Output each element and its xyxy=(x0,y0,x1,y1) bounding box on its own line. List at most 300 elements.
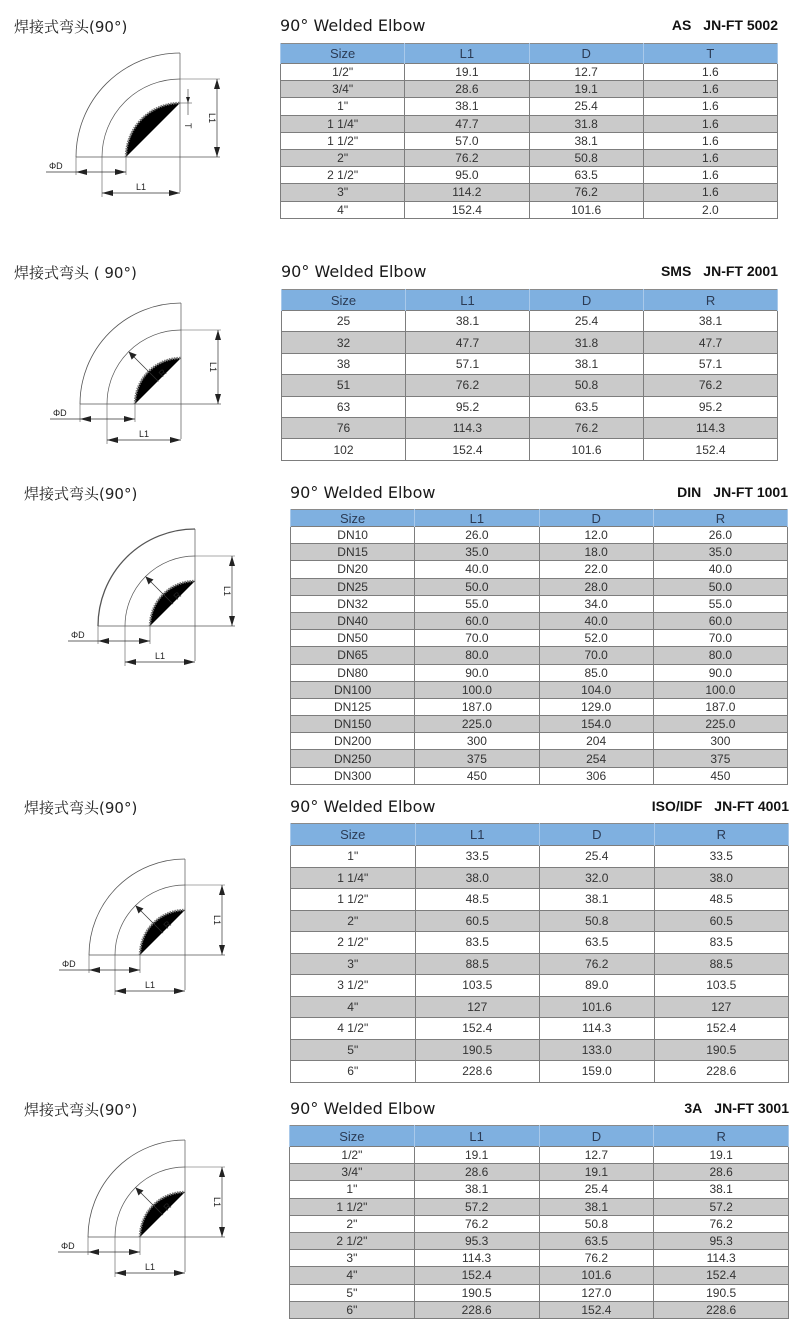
table-cell: 306 xyxy=(539,767,653,784)
table-row xyxy=(291,953,789,975)
table-cell: 2 1/2" xyxy=(281,167,405,184)
table-cell: DN25 xyxy=(291,578,415,595)
column-header: R xyxy=(644,290,778,311)
table-cell: 95.2 xyxy=(406,396,530,417)
l1-horizontal-label: L1 xyxy=(138,429,150,439)
table-cell: 38.1 xyxy=(405,98,529,115)
table-cell: 375 xyxy=(653,750,787,767)
column-header: D xyxy=(539,510,653,527)
table-row xyxy=(290,1215,789,1232)
table-row xyxy=(291,681,788,698)
table-cell: 152.4 xyxy=(644,439,778,460)
column-header: D xyxy=(529,44,643,64)
table-cell: 152.4 xyxy=(654,1018,788,1040)
table-cell: 50.8 xyxy=(539,1215,654,1232)
table-cell: 190.5 xyxy=(414,1284,539,1301)
table-cell: 101.6 xyxy=(540,996,655,1018)
table-row xyxy=(291,544,788,561)
table-cell: 375 xyxy=(415,750,539,767)
table-cell: 1 1/4" xyxy=(291,867,416,889)
phi-d-label: ΦD xyxy=(53,408,67,418)
en-title: 90° Welded Elbow xyxy=(290,483,436,502)
l1-vertical-label: L1 xyxy=(222,585,232,597)
table-cell: 2" xyxy=(291,910,416,932)
table-cell: 70.0 xyxy=(653,630,787,647)
standard-code xyxy=(652,798,789,814)
table-row xyxy=(282,332,778,353)
table-cell: 76.2 xyxy=(530,417,644,438)
table-row xyxy=(282,375,778,396)
product-code: JN-FT 1001 xyxy=(713,484,788,500)
table-row xyxy=(291,716,788,733)
table-row xyxy=(291,527,788,544)
table-row xyxy=(290,1198,789,1215)
table-cell: 3/4" xyxy=(281,81,405,98)
spec-table xyxy=(281,289,778,461)
table-row xyxy=(291,578,788,595)
column-header: L1 xyxy=(414,1126,539,1147)
table-row xyxy=(282,396,778,417)
table-cell: 225.0 xyxy=(653,716,787,733)
table-cell: 60.0 xyxy=(415,612,539,629)
table-cell: 100.0 xyxy=(653,681,787,698)
table-row xyxy=(282,439,778,460)
table-cell: 102 xyxy=(282,439,406,460)
table-cell: DN80 xyxy=(291,664,415,681)
table-cell: 152.4 xyxy=(414,1267,539,1284)
table-cell: 4 1/2" xyxy=(291,1018,416,1040)
column-header: R xyxy=(653,510,787,527)
table-cell: 1/2" xyxy=(290,1147,415,1164)
table-cell: 95.3 xyxy=(654,1232,789,1249)
table-cell: 3 1/2" xyxy=(291,975,416,997)
table-cell: 38.1 xyxy=(644,311,778,332)
table-cell: 28.6 xyxy=(654,1164,789,1181)
table-cell: 33.5 xyxy=(415,846,540,868)
elbow-diagram xyxy=(0,17,260,222)
table-cell: 26.0 xyxy=(415,527,539,544)
table-row xyxy=(281,115,778,132)
table-cell: 114.3 xyxy=(540,1018,655,1040)
l1-vertical-label: L1 xyxy=(212,1196,222,1208)
table-cell: 48.5 xyxy=(415,889,540,911)
table-cell: DN15 xyxy=(291,544,415,561)
table-row xyxy=(291,910,789,932)
table-cell: DN125 xyxy=(291,698,415,715)
table-row xyxy=(291,846,789,868)
table-cell: 129.0 xyxy=(539,698,653,715)
table-cell: 127 xyxy=(654,996,788,1018)
table-cell: 38.1 xyxy=(539,1198,654,1215)
table-cell: 76.2 xyxy=(405,149,529,166)
standard-label: DIN xyxy=(677,484,702,500)
table-cell: 2" xyxy=(281,149,405,166)
table-header-row xyxy=(282,290,778,311)
l1-horizontal-label: L1 xyxy=(154,651,166,661)
table-row xyxy=(282,311,778,332)
table-cell: 2 1/2" xyxy=(291,932,416,954)
table-cell: 50.8 xyxy=(529,149,643,166)
table-row xyxy=(290,1232,789,1249)
standard-label: AS xyxy=(671,17,692,33)
table-cell: 38.1 xyxy=(530,353,644,374)
standard-code xyxy=(672,17,778,33)
en-title: 90° Welded Elbow xyxy=(290,1099,436,1118)
table-cell: 85.0 xyxy=(539,664,653,681)
column-header: D xyxy=(539,1126,654,1147)
table-cell: 1" xyxy=(291,846,416,868)
cn-title: 焊接式弯头 ( 90°) xyxy=(14,264,137,282)
elbow-diagram xyxy=(0,264,260,469)
table-cell: 40.0 xyxy=(653,561,787,578)
table-row xyxy=(291,1018,789,1040)
table-cell: 38.1 xyxy=(414,1181,539,1198)
standard-label: 3A xyxy=(684,1100,703,1116)
table-cell: 57.1 xyxy=(406,353,530,374)
table-row xyxy=(282,353,778,374)
table-cell: 57.2 xyxy=(414,1198,539,1215)
table-row xyxy=(291,698,788,715)
table-cell: 76.2 xyxy=(414,1215,539,1232)
table-cell: 25.4 xyxy=(530,311,644,332)
table-cell: 38 xyxy=(282,353,406,374)
column-header: D xyxy=(530,290,644,311)
table-row xyxy=(291,996,789,1018)
column-header: L1 xyxy=(406,290,530,311)
table-cell: 60.5 xyxy=(654,910,788,932)
table-cell: 1/2" xyxy=(281,64,405,81)
table-cell: 40.0 xyxy=(415,561,539,578)
table-cell: 38.1 xyxy=(406,311,530,332)
table-cell: 3" xyxy=(291,953,416,975)
table-cell: 63.5 xyxy=(540,932,655,954)
l1-horizontal-label: L1 xyxy=(135,182,147,192)
table-cell: 18.0 xyxy=(539,544,653,561)
table-row xyxy=(291,1039,789,1061)
radius-label: R xyxy=(161,918,174,931)
table-cell: 114.3 xyxy=(654,1250,789,1267)
table-cell: 95.3 xyxy=(414,1232,539,1249)
table-row xyxy=(290,1250,789,1267)
table-cell: 6" xyxy=(291,1061,416,1083)
table-cell: 152.4 xyxy=(539,1301,654,1318)
en-title: 90° Welded Elbow xyxy=(281,262,427,281)
table-cell: 55.0 xyxy=(653,595,787,612)
l1-vertical-label: L1 xyxy=(207,112,217,124)
table-cell: 55.0 xyxy=(415,595,539,612)
table-cell: 60.0 xyxy=(653,612,787,629)
table-cell: 80.0 xyxy=(653,647,787,664)
table-row xyxy=(290,1267,789,1284)
table-cell: 50.8 xyxy=(530,375,644,396)
table-row xyxy=(281,149,778,166)
table-cell: 50.0 xyxy=(653,578,787,595)
table-cell: DN50 xyxy=(291,630,415,647)
table-cell: 6" xyxy=(290,1301,415,1318)
table-row xyxy=(281,98,778,115)
table-cell: 31.8 xyxy=(530,332,644,353)
spec-table xyxy=(290,509,788,785)
table-cell: DN250 xyxy=(291,750,415,767)
table-cell: 34.0 xyxy=(539,595,653,612)
table-cell: 1.6 xyxy=(643,184,777,201)
table-row xyxy=(281,167,778,184)
l1-vertical-label: L1 xyxy=(212,914,222,926)
table-row xyxy=(291,975,789,997)
table-cell: 127.0 xyxy=(539,1284,654,1301)
table-cell: 63.5 xyxy=(529,167,643,184)
table-cell: 28.6 xyxy=(405,81,529,98)
table-cell: 5" xyxy=(291,1039,416,1061)
spec-table xyxy=(289,1125,789,1319)
table-cell: 114.3 xyxy=(414,1250,539,1267)
table-cell: 190.5 xyxy=(654,1284,789,1301)
standard-label: ISO/IDF xyxy=(651,798,703,814)
table-cell: 38.0 xyxy=(415,867,540,889)
table-cell: 1.6 xyxy=(643,64,777,81)
elbow-diagram xyxy=(0,486,260,691)
table-cell: DN200 xyxy=(291,733,415,750)
table-cell: DN300 xyxy=(291,767,415,784)
table-cell: 3" xyxy=(281,184,405,201)
product-code: JN-FT 4001 xyxy=(714,798,789,814)
table-cell: 80.0 xyxy=(415,647,539,664)
table-cell: 190.5 xyxy=(415,1039,540,1061)
table-cell: 101.6 xyxy=(539,1267,654,1284)
table-cell: 89.0 xyxy=(540,975,655,997)
table-cell: 95.2 xyxy=(644,396,778,417)
table-cell: 57.0 xyxy=(405,132,529,149)
table-cell: 35.0 xyxy=(415,544,539,561)
table-cell: 114.2 xyxy=(405,184,529,201)
table-cell: 32 xyxy=(282,332,406,353)
table-cell: 25.4 xyxy=(540,846,655,868)
table-cell: 152.4 xyxy=(415,1018,540,1040)
table-cell: 48.5 xyxy=(654,889,788,911)
table-row xyxy=(291,733,788,750)
table-row xyxy=(290,1181,789,1198)
table-cell: 1 1/2" xyxy=(291,889,416,911)
table-cell: 1" xyxy=(290,1181,415,1198)
column-header: L1 xyxy=(415,824,540,846)
table-cell: 63.5 xyxy=(530,396,644,417)
table-cell: 47.7 xyxy=(405,115,529,132)
table-cell: 4" xyxy=(291,996,416,1018)
table-cell: 1.6 xyxy=(643,115,777,132)
table-cell: 76.2 xyxy=(529,184,643,201)
table-cell: 83.5 xyxy=(415,932,540,954)
table-cell: 127 xyxy=(415,996,540,1018)
table-row xyxy=(290,1164,789,1181)
table-row xyxy=(290,1284,789,1301)
table-cell: 38.1 xyxy=(529,132,643,149)
table-cell: 57.2 xyxy=(654,1198,789,1215)
radius-label: R xyxy=(156,367,169,379)
table-row xyxy=(291,595,788,612)
table-cell: 76.2 xyxy=(644,375,778,396)
table-cell: 51 xyxy=(282,375,406,396)
table-cell: 187.0 xyxy=(415,698,539,715)
table-cell: DN20 xyxy=(291,561,415,578)
table-cell: 1.6 xyxy=(643,98,777,115)
table-cell: 88.5 xyxy=(654,953,788,975)
table-cell: 450 xyxy=(415,767,539,784)
column-header: R xyxy=(654,824,788,846)
spec-table xyxy=(290,823,789,1083)
table-row xyxy=(281,64,778,81)
product-code: JN-FT 5002 xyxy=(703,17,778,33)
table-cell: 159.0 xyxy=(540,1061,655,1083)
column-header: Size xyxy=(282,290,406,311)
table-row xyxy=(281,201,778,218)
cn-title: 焊接式弯头(90°) xyxy=(14,18,128,36)
column-header: D xyxy=(540,824,655,846)
table-cell: 228.6 xyxy=(654,1061,788,1083)
table-cell: 101.6 xyxy=(530,439,644,460)
table-cell: 76.2 xyxy=(540,953,655,975)
cn-title: 焊接式弯头(90°) xyxy=(24,1101,138,1119)
column-header: T xyxy=(643,44,777,64)
table-cell: DN150 xyxy=(291,716,415,733)
table-cell: 19.1 xyxy=(529,81,643,98)
table-row xyxy=(281,81,778,98)
table-row xyxy=(291,647,788,664)
table-cell: 228.6 xyxy=(415,1061,540,1083)
table-cell: 1 1/2" xyxy=(290,1198,415,1215)
table-row xyxy=(281,184,778,201)
column-header: Size xyxy=(281,44,405,64)
table-row xyxy=(291,612,788,629)
table-cell: 76.2 xyxy=(406,375,530,396)
phi-d-label: ΦD xyxy=(62,959,76,969)
table-cell: 50.0 xyxy=(415,578,539,595)
table-cell: 19.1 xyxy=(539,1164,654,1181)
column-header: L1 xyxy=(405,44,529,64)
table-cell: 450 xyxy=(653,767,787,784)
spec-table xyxy=(280,43,778,219)
product-code: JN-FT 2001 xyxy=(703,263,778,279)
table-row xyxy=(281,132,778,149)
table-row xyxy=(291,630,788,647)
table-cell: 22.0 xyxy=(539,561,653,578)
l1-vertical-label: L1 xyxy=(208,361,218,373)
table-cell: 1" xyxy=(281,98,405,115)
table-cell: 70.0 xyxy=(415,630,539,647)
thickness-label: T xyxy=(183,123,193,129)
radius-label: R xyxy=(171,589,184,602)
table-cell: DN40 xyxy=(291,612,415,629)
table-cell: 114.3 xyxy=(644,417,778,438)
table-cell: 152.4 xyxy=(405,201,529,218)
table-cell: 60.5 xyxy=(415,910,540,932)
table-cell: 204 xyxy=(539,733,653,750)
table-cell: 25.4 xyxy=(529,98,643,115)
table-cell: 90.0 xyxy=(415,664,539,681)
table-cell: 1.6 xyxy=(643,167,777,184)
table-cell: 228.6 xyxy=(654,1301,789,1318)
table-row xyxy=(291,664,788,681)
table-cell: 1 1/4" xyxy=(281,115,405,132)
table-cell: 28.6 xyxy=(414,1164,539,1181)
table-cell: 228.6 xyxy=(414,1301,539,1318)
table-cell: 57.1 xyxy=(644,353,778,374)
table-row xyxy=(291,1061,789,1083)
table-cell: 103.5 xyxy=(654,975,788,997)
table-cell: 38.1 xyxy=(654,1181,789,1198)
column-header: Size xyxy=(291,824,416,846)
table-cell: 12.7 xyxy=(539,1147,654,1164)
table-cell: 83.5 xyxy=(654,932,788,954)
table-row xyxy=(282,417,778,438)
table-cell: 114.3 xyxy=(406,417,530,438)
table-cell: 152.4 xyxy=(406,439,530,460)
table-cell: DN100 xyxy=(291,681,415,698)
table-cell: 4" xyxy=(290,1267,415,1284)
table-cell: 76 xyxy=(282,417,406,438)
standard-code xyxy=(684,1100,789,1116)
table-cell: 225.0 xyxy=(415,716,539,733)
table-row xyxy=(291,889,789,911)
table-cell: 1.6 xyxy=(643,149,777,166)
table-cell: 187.0 xyxy=(653,698,787,715)
phi-d-label: ΦD xyxy=(61,1241,75,1251)
table-header-row xyxy=(291,510,788,527)
table-cell: 100.0 xyxy=(415,681,539,698)
table-cell: 19.1 xyxy=(405,64,529,81)
table-cell: 26.0 xyxy=(653,527,787,544)
cn-title: 焊接式弯头(90°) xyxy=(24,799,138,817)
cn-title: 焊接式弯头(90°) xyxy=(24,485,138,503)
table-cell: 133.0 xyxy=(540,1039,655,1061)
table-cell: 254 xyxy=(539,750,653,767)
table-cell: 104.0 xyxy=(539,681,653,698)
table-cell: DN10 xyxy=(291,527,415,544)
table-header-row xyxy=(290,1126,789,1147)
table-cell: 38.0 xyxy=(654,867,788,889)
en-title: 90° Welded Elbow xyxy=(290,797,436,816)
table-row xyxy=(291,561,788,578)
table-cell: 88.5 xyxy=(415,953,540,975)
phi-d-label: ΦD xyxy=(49,161,63,171)
column-header: Size xyxy=(291,510,415,527)
table-cell: 52.0 xyxy=(539,630,653,647)
table-cell: 4" xyxy=(281,201,405,218)
table-cell: 3" xyxy=(290,1250,415,1267)
table-cell: 35.0 xyxy=(653,544,787,561)
table-cell: 50.8 xyxy=(540,910,655,932)
column-header: Size xyxy=(290,1126,415,1147)
column-header: R xyxy=(654,1126,789,1147)
table-cell: 12.0 xyxy=(539,527,653,544)
l1-horizontal-label: L1 xyxy=(144,980,156,990)
standard-code xyxy=(661,263,778,279)
table-cell: 2" xyxy=(290,1215,415,1232)
table-cell: 2 1/2" xyxy=(290,1232,415,1249)
table-row xyxy=(290,1147,789,1164)
table-cell: 101.6 xyxy=(529,201,643,218)
table-row xyxy=(290,1301,789,1318)
table-row xyxy=(291,750,788,767)
elbow-diagram xyxy=(0,815,260,1020)
table-cell: 152.4 xyxy=(654,1267,789,1284)
standard-code xyxy=(677,484,788,500)
table-cell: 190.5 xyxy=(654,1039,788,1061)
table-cell: 1.6 xyxy=(643,81,777,98)
elbow-diagram xyxy=(0,1097,260,1302)
table-cell: DN65 xyxy=(291,647,415,664)
table-cell: 47.7 xyxy=(644,332,778,353)
table-cell: 95.0 xyxy=(405,167,529,184)
